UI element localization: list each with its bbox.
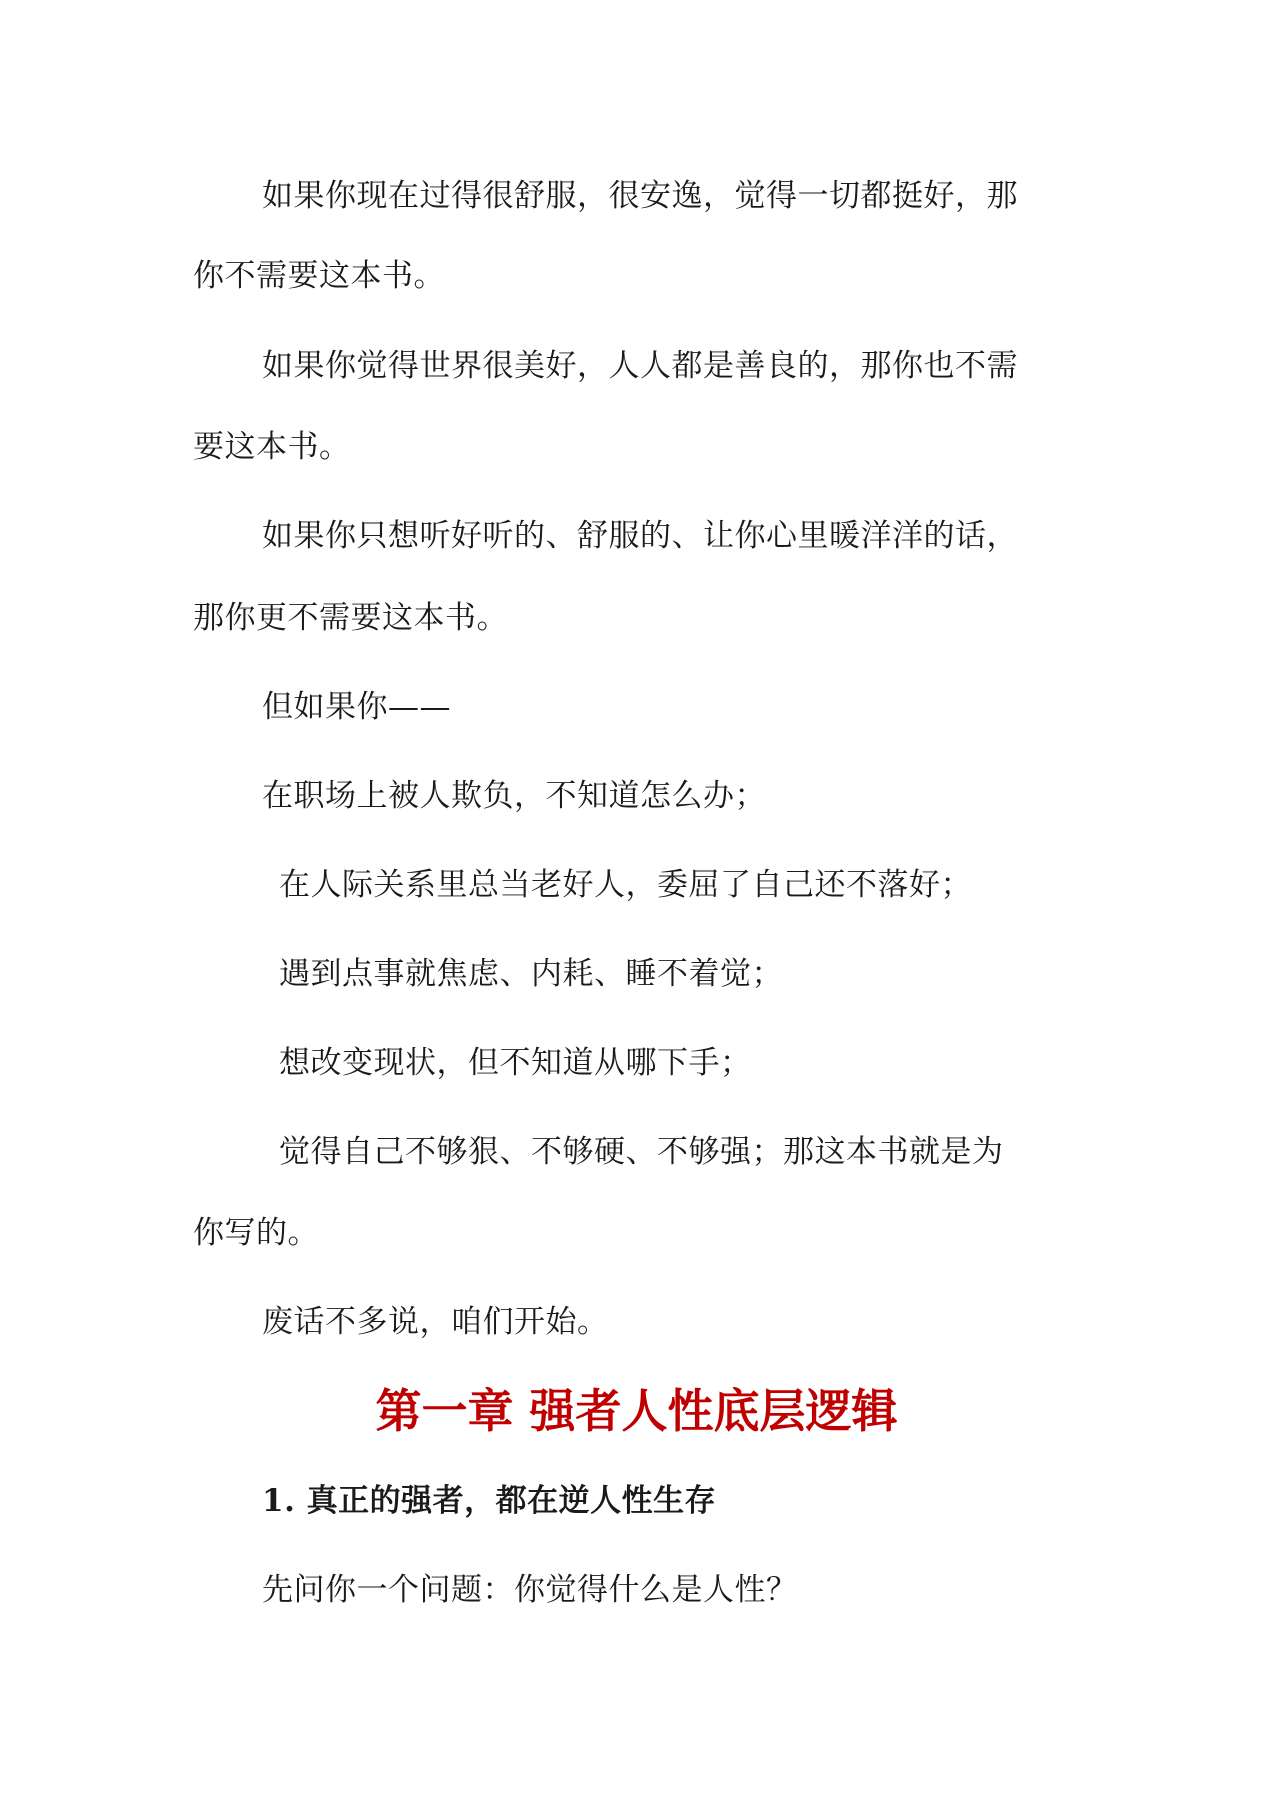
- closing-line-1: 觉得自己不够狠、不够硬、不够强；那这本书就是为: [279, 1134, 1004, 1170]
- intro-lead: 但如果你——: [262, 689, 451, 725]
- condition-4: 想改变现状，但不知道从哪下手；: [279, 1045, 752, 1081]
- start-line: 废话不多说，咱们开始。: [262, 1304, 609, 1340]
- paragraph-3-line-1: 如果你只想听好听的、舒服的、让你心里暖洋洋的话，: [262, 518, 1018, 554]
- paragraph-1-line-1: 如果你现在过得很舒服，很安逸，觉得一切都挺好，那: [262, 178, 1018, 214]
- paragraph-2-line-2: 要这本书。: [193, 429, 351, 465]
- paragraph-3-line-2: 那你更不需要这本书。: [193, 600, 508, 636]
- condition-2: 在人际关系里总当老好人，委屈了自己还不落好；: [279, 867, 972, 903]
- chapter-title: 第一章 强者人性底层逻辑: [375, 1384, 898, 1438]
- paragraph-1-line-2: 你不需要这本书。: [193, 258, 445, 294]
- condition-3: 遇到点事就焦虑、内耗、睡不着觉；: [279, 956, 783, 992]
- question-line: 先问你一个问题：你觉得什么是人性？: [262, 1572, 798, 1608]
- condition-1: 在职场上被人欺负，不知道怎么办；: [262, 778, 766, 814]
- paragraph-2-line-1: 如果你觉得世界很美好，人人都是善良的，那你也不需: [262, 348, 1018, 384]
- section-title: 1. 真正的强者，都在逆人性生存: [262, 1483, 717, 1519]
- closing-line-2: 你写的。: [193, 1215, 319, 1251]
